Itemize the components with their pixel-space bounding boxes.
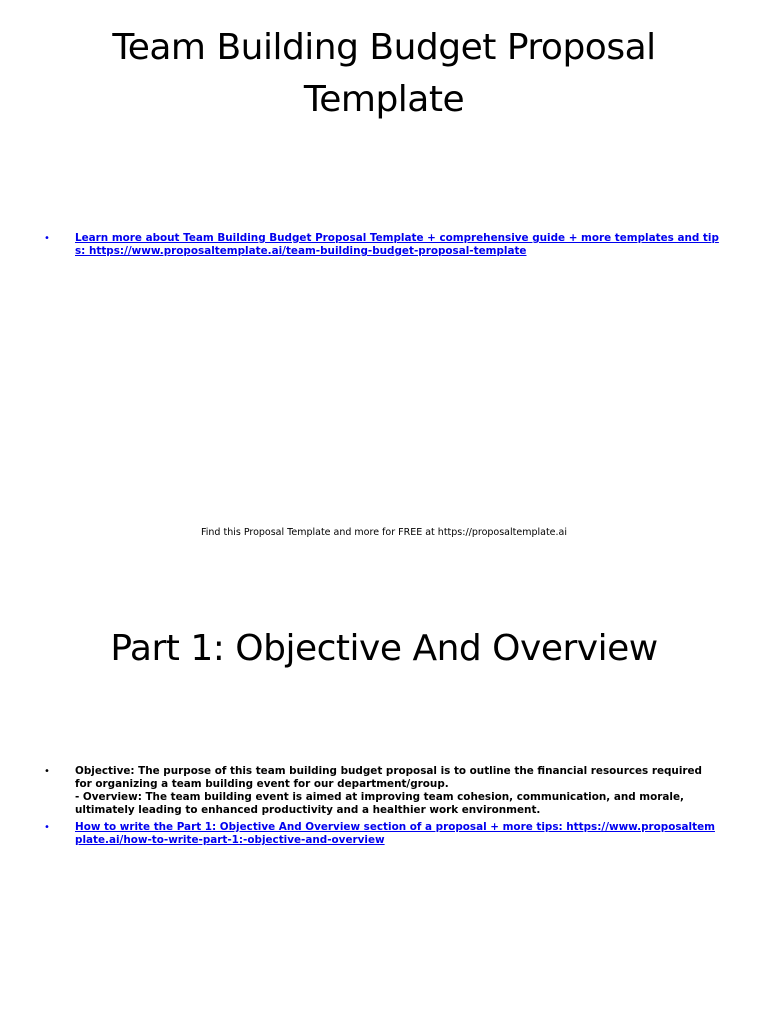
list-item (44, 232, 722, 258)
list-item (44, 765, 722, 817)
bullet-list (44, 232, 722, 262)
bullet-icon: • (44, 766, 50, 777)
section-title: Part 1: Objective And Overview (110, 628, 658, 669)
bullet-icon: • (44, 822, 50, 833)
objective-text: Objective: The purpose of this team building budget proposal is to outline the financial resources required for organizing a team building event for our department/group. (75, 765, 702, 790)
objective-overview-text (75, 765, 722, 817)
footer-note: Find this Proposal Template and more for FREE at https://proposaltemplate.ai (200, 527, 568, 538)
overview-text: - Overview: The team building event is aimed at improving team cohesion, communication, and morale, ultimately leading to enhanced productivity and a healthier work environment. (75, 791, 684, 816)
how-to-write-link[interactable]: How to write the Part 1: Objective And Overview section of a proposal + more tips: https://www.proposaltemplate.ai/how-to-write-part-1:-objective-and-overview (75, 821, 715, 846)
bullet-icon: • (44, 233, 50, 244)
guide-link[interactable]: Learn more about Team Building Budget Proposal Template + comprehensive guide + more templates and tips: https://www.proposaltemplate.ai/team-building-budget-proposal-template (75, 232, 719, 257)
bullet-list (44, 765, 722, 851)
page-title: Team Building Budget Proposal Template (112, 27, 656, 120)
slide-part-1 (0, 595, 768, 1024)
list-item (44, 821, 722, 847)
